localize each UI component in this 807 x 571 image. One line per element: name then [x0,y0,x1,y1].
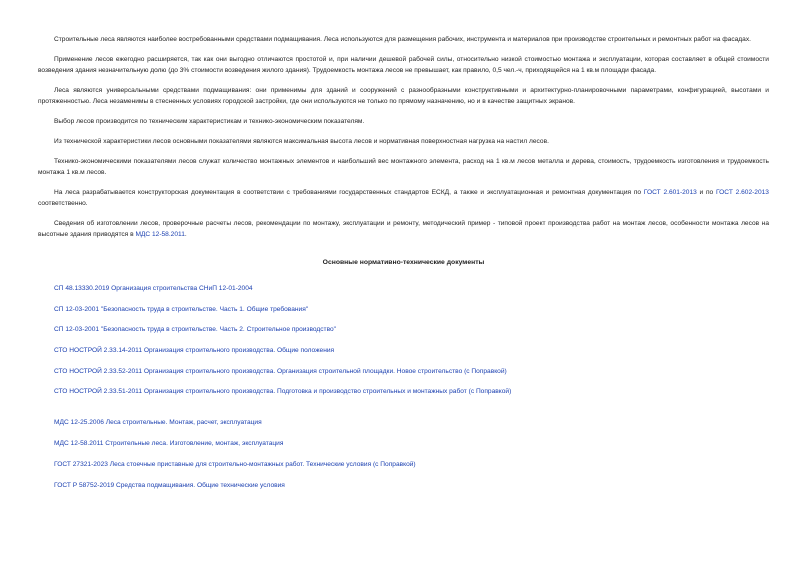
document-page [38,34,769,500]
doc-link-gost-27321[interactable]: ГОСТ 27321-2023 Леса стоечные приставные для строительно-монтажных работ. Технические условия (с Поправкой) [54,460,416,468]
paragraph-universal: Леса являются универсальными средствами подмащивания: они применимы для зданий и сооружений с разнообразными конструктивными и архитектурно-планировочными параметрами, конфигурацией, высотами и протяженностью. Леса незаменимы в стесненных условиях городской застройки, где они используются не только по прямому назначению, но и в качестве защитных экранов. [38,87,769,105]
paragraph-selection: Выбор лесов производится по техническим характеристикам и технико-экономическим показателям. [54,118,365,125]
text-segment: . [184,231,187,238]
section-heading: Основные нормативно-технические документы [322,259,485,266]
text-segment: и по [696,189,716,196]
text-segment: соответственно. [38,200,88,207]
doc-link-mds-12-25[interactable]: МДС 12-25.2006 Леса строительные. Монтаж, расчет, эксплуатация [54,419,262,427]
doc-link-sp-12-03-part1[interactable]: СП 12-03-2001 "Безопасность труда в строительстве. Часть 1. Общие требования" [54,305,309,313]
doc-link-sp-48[interactable]: СП 48.13330.2019 Организация строительства СНиП 12-01-2004 [54,285,253,292]
text-segment: Сведения об изготовлении лесов, проверочные расчеты лесов, рекомендации по монтажу, эксплуатации и ремонту, методический пример - типовой проект производства работ на монтаж лесов, особенности монтажа лесов на высотные здания приводятся в [38,220,769,238]
paragraph-references [38,218,769,240]
doc-link-sto-2-33-14[interactable]: СТО НОСТРОЙ 2.33.14-2011 Организация строительного производства. Общие положения [54,347,335,355]
doc-link-gost-r-58752[interactable]: ГОСТ Р 58752-2019 Средства подмащивания. Общие технические условия [54,481,285,489]
paragraph-documentation [38,187,769,209]
paragraph-intro: Строительные леса являются наиболее востребованными средствами подмащивания. Леса используются для размещения рабочих, инструмента и материалов при производстве строительных и ремонтных работ на фасадах. [54,36,751,43]
doc-link-mds-12-58[interactable]: МДС 12-58.2011 Строительные леса. Изготовление, монтаж, эксплуатация [54,440,284,448]
paragraph-economic: Технико-экономическими показателями лесов служат количество монтажных элементов и наибольший вес монтажного элемента, расход на 1 кв.м лесов металла и дерева, стоимость, трудоемкость изготовления и трудоемкость монтажа 1 кв.м лесов. [38,158,769,176]
paragraph-usage: Применение лесов ежегодно расширяется, так как они выгодно отличаются простотой и, при наличии дешевой рабочей силы, относительно низкой стоимостью монтажа и эксплуатации, которая составляет в общей стоимости возведения здания незначительную долю (до 3% стоимости возведения жилого здания). Трудоемкость монтажа лесов не превышает, как правило, 0,5 чел.-ч, приходящейся на 1 кв.м площади фасада. [38,56,769,74]
doc-link-sto-2-33-52[interactable]: СТО НОСТРОЙ 2.33.52-2011 Организация строительного производства. Организация строительной площадки. Новое строительство (с Поправкой) [54,367,507,375]
document-list [38,283,769,491]
paragraph-technical: Из технической характеристики лесов основными показателями являются максимальная высота лесов и нормативная поверхностная нагрузка на настил лесов. [54,138,549,145]
doc-link-sto-2-33-51[interactable]: СТО НОСТРОЙ 2.33.51-2011 Организация строительного производства. Подготовка и производство строительных и монтажных работ (с Поправкой) [54,388,512,396]
link-gost-2-602[interactable]: ГОСТ 2.602-2013 [715,189,769,196]
doc-link-sp-12-03-part2[interactable]: СП 12-03-2001 "Безопасность труда в строительстве. Часть 2. Строительное производство" [54,326,337,334]
text-segment: На леса разрабатывается конструкторская документация в соответствии с требованиями государственных стандартов ЕСКД, а также и эксплуатационная и ремонтная документация по [54,189,644,196]
link-gost-2-601[interactable]: ГОСТ 2.601-2013 [643,189,697,196]
link-mds-12-58[interactable]: МДС 12-58.2011 [135,231,185,238]
